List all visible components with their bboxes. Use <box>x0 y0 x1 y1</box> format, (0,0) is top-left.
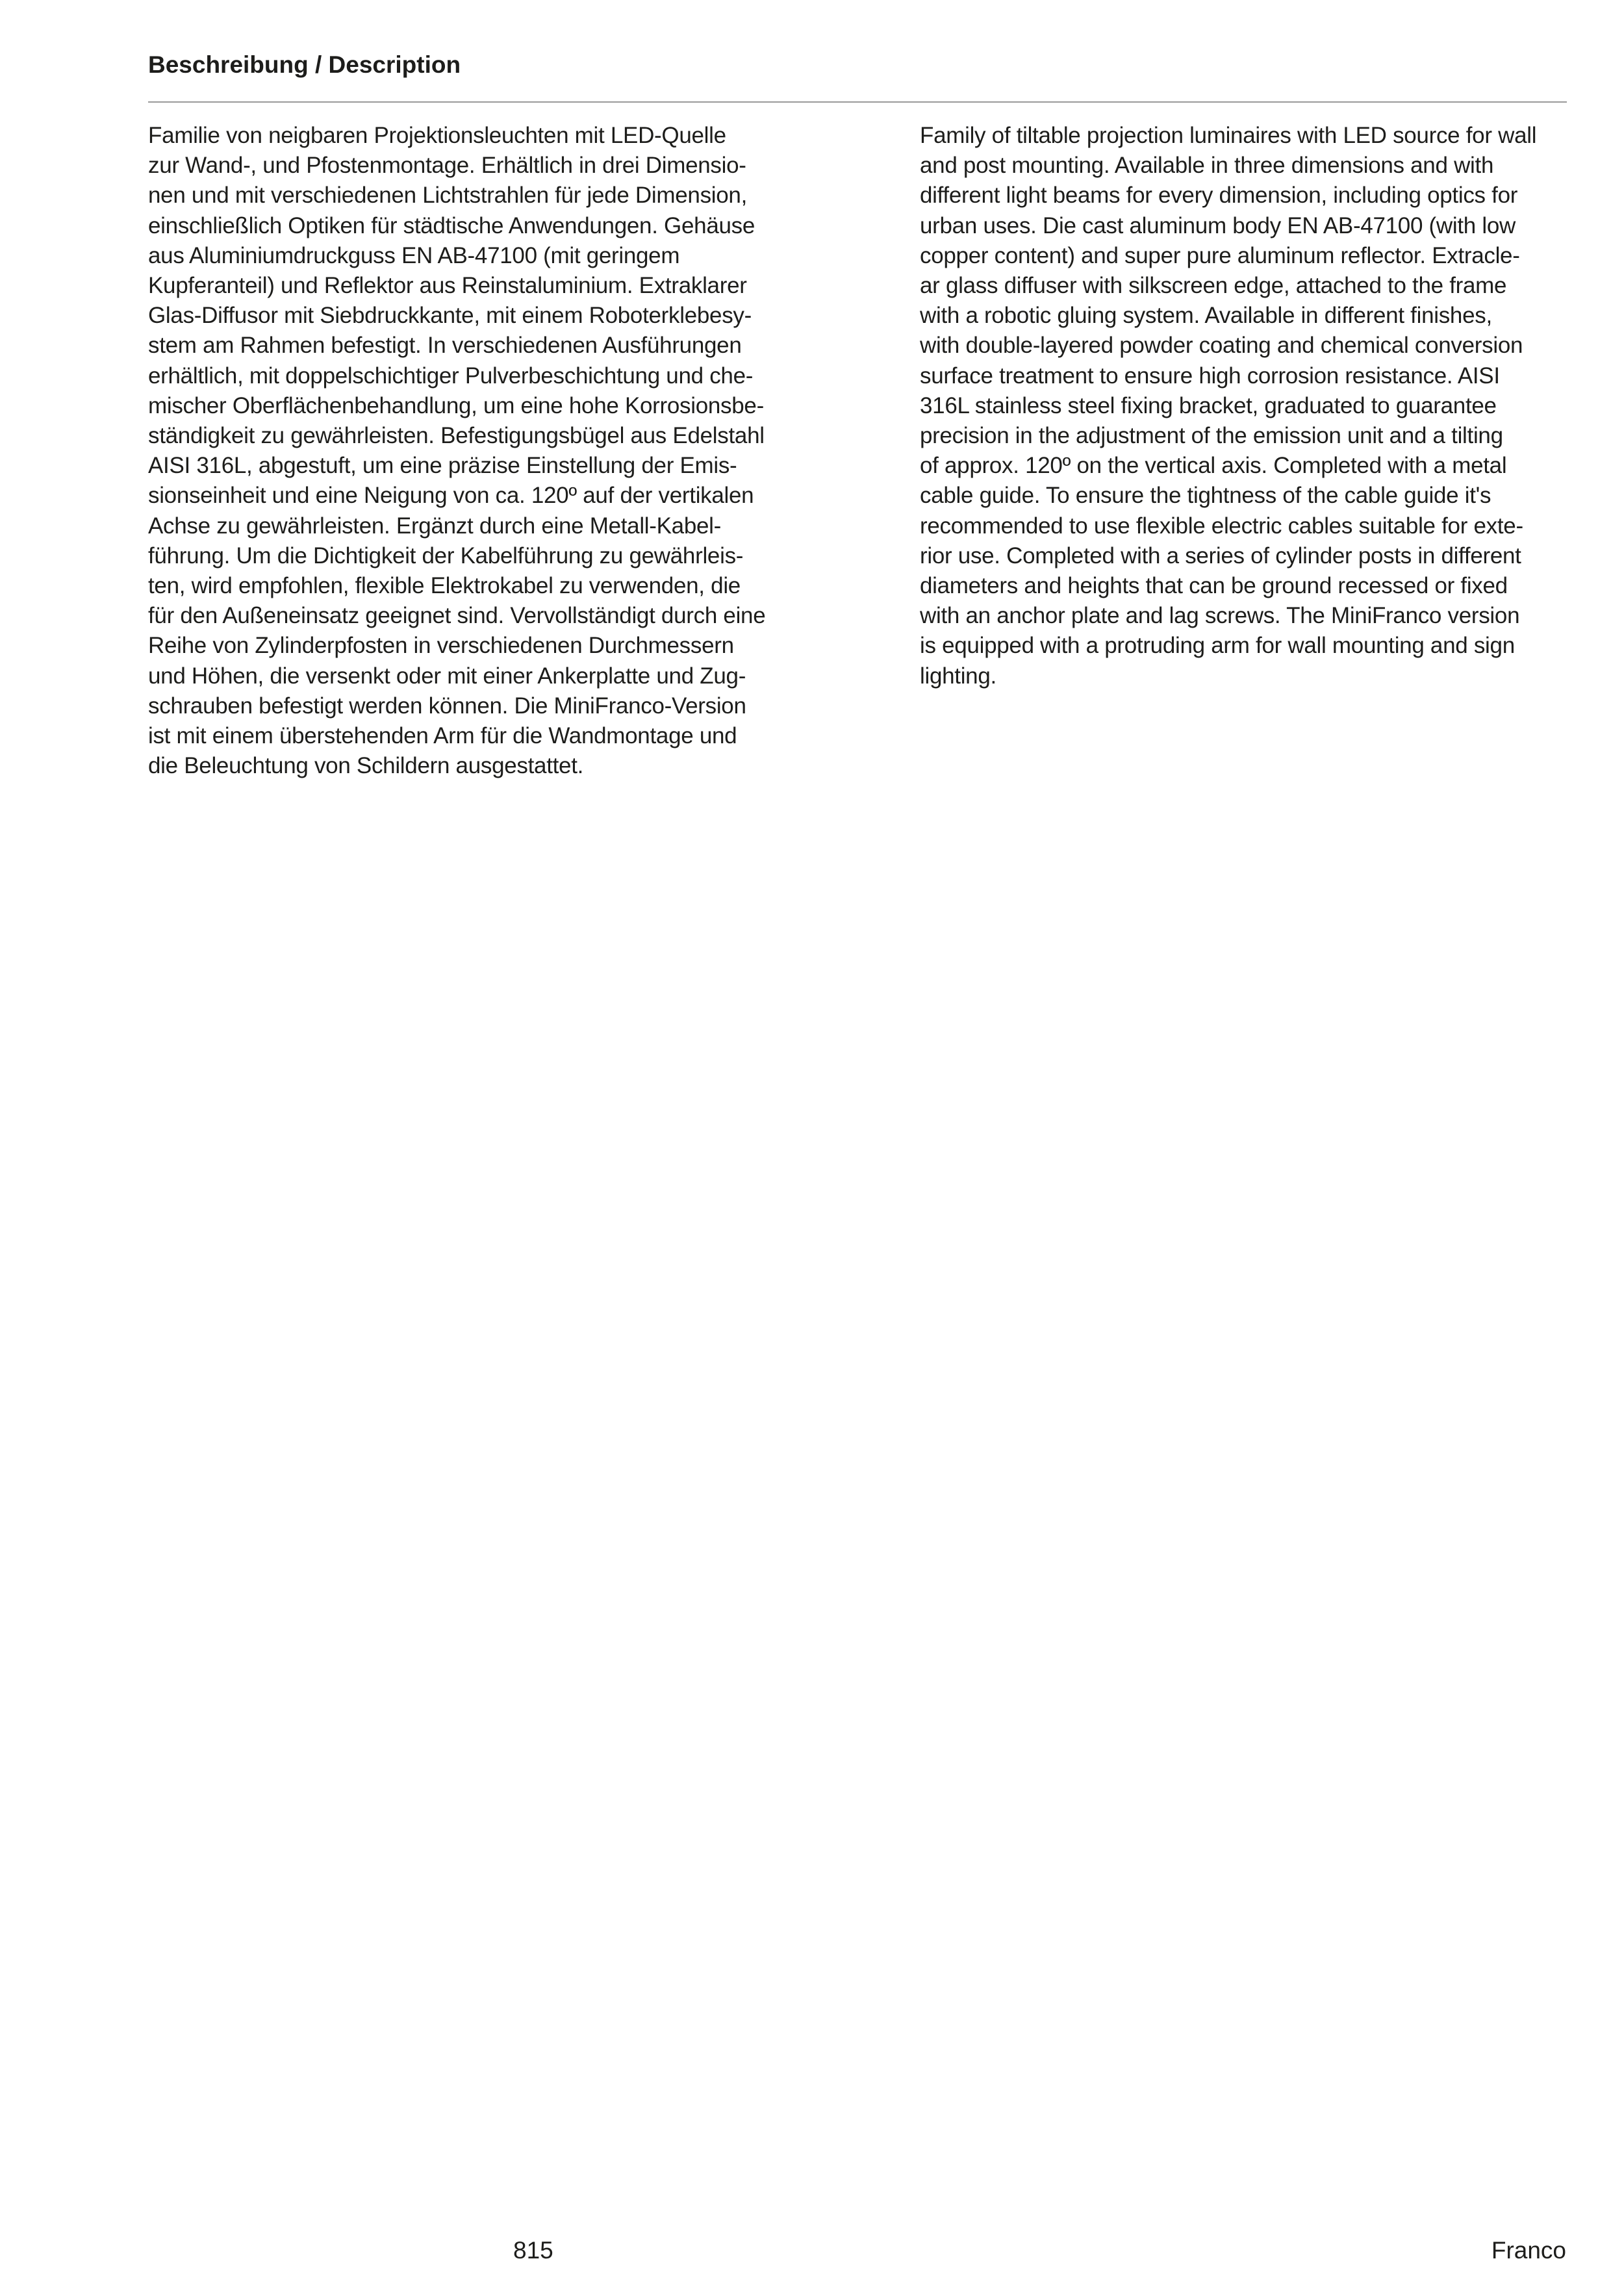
text-line: und Höhen, die versenkt oder mit einer Ankerplatte und Zug- <box>148 663 746 689</box>
text-line: Family of tiltable projection luminaires with LED source for wall <box>920 123 1537 148</box>
text-line: ist mit einem überstehenden Arm für die Wandmontage und <box>148 723 737 749</box>
text-line: mischer Oberflächenbehandlung, um eine hohe Korrosionsbe- <box>148 392 764 418</box>
text-line: AISI 316L, abgestuft, um eine präzise Einstellung der Emis- <box>148 453 737 479</box>
text-line: with double-layered powder coating and chemical conversion <box>920 333 1523 359</box>
text-line: schrauben befestigt werden können. Die MiniFranco-Version <box>148 693 746 719</box>
text-line: ständigkeit zu gewährleisten. Befestigungsbügel aus Edelstahl <box>148 423 765 449</box>
text-line: führung. Um die Dichtigkeit der Kabelführung zu gewährleis- <box>148 543 744 568</box>
product-name: Franco <box>1491 2237 1566 2264</box>
text-line: Achse zu gewährleisten. Ergänzt durch eine Metall-Kabel- <box>148 513 722 539</box>
text-line: Glas-Diffusor mit Siebdruckkante, mit einem Roboterklebesy- <box>148 303 752 329</box>
text-line: with an anchor plate and lag screws. The MiniFranco version <box>920 603 1520 629</box>
text-line: lighting. <box>920 663 996 689</box>
text-line: diameters and heights that can be ground recessed or fixed <box>920 573 1508 599</box>
text-line: ar glass diffuser with silkscreen edge, attached to the frame <box>920 273 1507 299</box>
text-line: die Beleuchtung von Schildern ausgestattet. <box>148 753 584 779</box>
text-line: recommended to use flexible electric cables suitable for exte- <box>920 513 1523 539</box>
text-line: is equipped with a protruding arm for wall mounting and sign <box>920 633 1515 659</box>
text-line: ten, wird empfohlen, flexible Elektrokabel zu verwenden, die <box>148 573 741 599</box>
text-line: einschließlich Optiken für städtische Anwendungen. Gehäuse <box>148 212 755 238</box>
text-line: surface treatment to ensure high corrosion resistance. AISI <box>920 363 1500 389</box>
text-line: of approx. 120º on the vertical axis. Completed with a metal <box>920 453 1507 479</box>
text-line: different light beams for every dimension, including optics for <box>920 183 1518 209</box>
text-line: with a robotic gluing system. Available in different finishes, <box>920 303 1492 329</box>
heading-divider <box>148 101 1567 103</box>
description-german <box>148 121 817 781</box>
text-line: copper content) and super pure aluminum reflector. Extracle- <box>920 242 1520 268</box>
text-line: nen und mit verschiedenen Lichtstrahlen für jede Dimension, <box>148 183 748 209</box>
page-number: 815 <box>513 2237 553 2264</box>
text-line: cable guide. To ensure the tightness of the cable guide it's <box>920 483 1491 509</box>
text-line: and post mounting. Available in three dimensions and with <box>920 153 1494 179</box>
text-line: für den Außeneinsatz geeignet sind. Vervollständigt durch eine <box>148 603 766 629</box>
text-line: zur Wand-, und Pfostenmontage. Erhältlich in drei Dimensio- <box>148 153 746 179</box>
text-line: stem am Rahmen befestigt. In verschiedenen Ausführungen <box>148 333 742 359</box>
description-english <box>920 121 1589 691</box>
text-line: sionseinheit und eine Neigung von ca. 120º auf der vertikalen <box>148 483 754 509</box>
text-line: aus Aluminiumdruckguss EN AB-47100 (mit geringem <box>148 242 680 268</box>
text-line: Reihe von Zylinderpfosten in verschiedenen Durchmessern <box>148 633 734 659</box>
text-line: urban uses. Die cast aluminum body EN AB-47100 (with low <box>920 212 1516 238</box>
text-line: Kupferanteil) und Reflektor aus Reinstaluminium. Extraklarer <box>148 273 747 299</box>
section-heading: Beschreibung / Description <box>148 51 461 78</box>
text-line: rior use. Completed with a series of cylinder posts in different <box>920 543 1521 568</box>
text-line: Familie von neigbaren Projektionsleuchten mit LED-Quelle <box>148 123 726 148</box>
text-line: precision in the adjustment of the emission unit and a tilting <box>920 423 1503 449</box>
text-line: 316L stainless steel fixing bracket, graduated to guarantee <box>920 392 1497 418</box>
text-line: erhältlich, mit doppelschichtiger Pulverbeschichtung und che- <box>148 363 754 389</box>
